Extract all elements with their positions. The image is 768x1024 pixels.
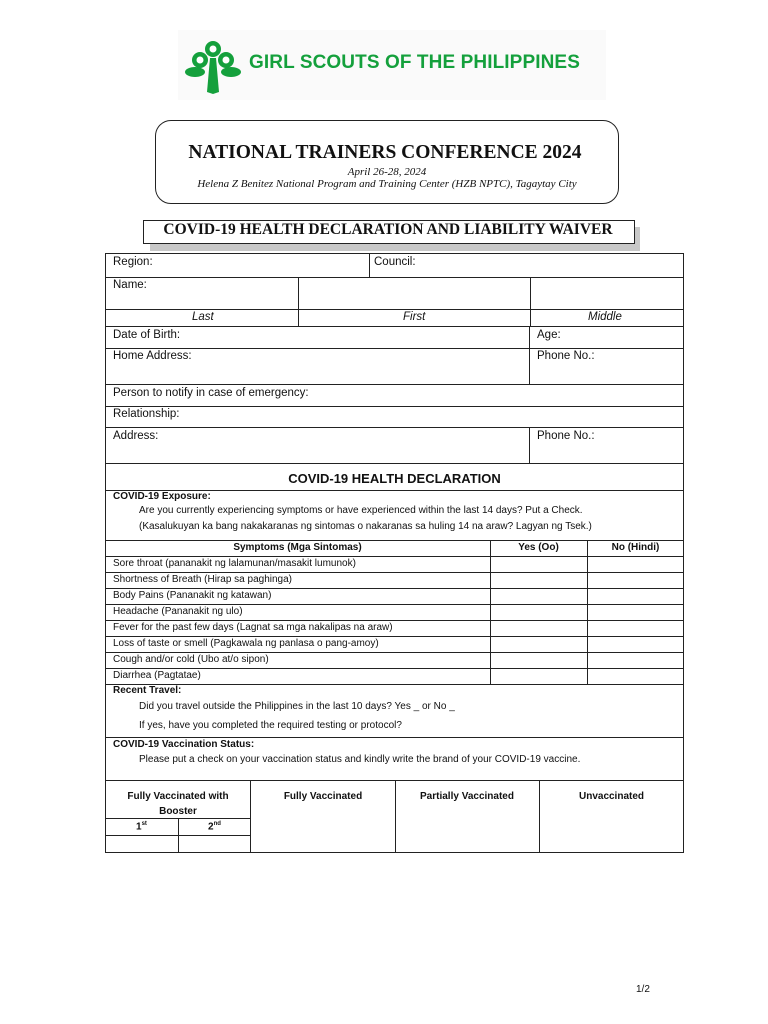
region-label: Region:	[113, 256, 153, 268]
conference-title: NATIONAL TRAINERS CONFERENCE 2024	[188, 142, 582, 163]
emergency-contact-label: Person to notify in case of emergency:	[113, 387, 309, 399]
dob-label: Date of Birth:	[113, 329, 181, 341]
address-label: Address:	[113, 430, 159, 442]
trefoil-logo-icon	[183, 36, 243, 96]
symptoms-column-header: Symptoms (Mga Sintomas)	[233, 542, 362, 553]
vaccination-instruction: Please put a check on your vaccination status and kindly write the brand of your COVID-19 vaccine.	[139, 754, 581, 765]
emergency-phone-label: Phone No.:	[537, 430, 595, 442]
health-section-title: COVID-19 HEALTH DECLARATION	[288, 471, 501, 486]
vax-col-fully: Fully Vaccinated	[283, 791, 363, 802]
booster-dose-2: 2nd	[208, 821, 221, 833]
symptom-row: Shortness of Breath (Hirap sa paghinga)	[113, 574, 292, 585]
symptom-row: Fever for the past few days (Lagnat sa mga nakalipas na araw)	[113, 622, 393, 633]
travel-question-1: Did you travel outside the Philippines in the last 10 days? Yes _ or No _	[139, 701, 455, 712]
no-column-header: No (Hindi)	[611, 542, 660, 553]
first-name-caption: First	[403, 311, 426, 323]
symptom-row: Headache (Pananakit ng ulo)	[113, 606, 243, 617]
symptom-row: Body Pains (Pananakit ng katawan)	[113, 590, 272, 601]
booster-dose-1: 1st	[136, 821, 147, 833]
symptom-row: Diarrhea (Pagtatae)	[113, 670, 201, 681]
age-label: Age:	[537, 329, 561, 341]
travel-label: Recent Travel:	[113, 685, 182, 696]
symptom-row: Loss of taste or smell (Pagkawala ng panlasa o pang-amoy)	[113, 638, 379, 649]
symptom-row: Cough and/or cold (Ubo at/o sipon)	[113, 654, 269, 665]
page-number: 1/2	[636, 984, 650, 995]
vaccination-label: COVID-19 Vaccination Status:	[113, 739, 255, 750]
conference-date: April 26-28, 2024	[347, 166, 427, 178]
relationship-label: Relationship:	[113, 408, 180, 420]
name-label: Name:	[113, 279, 147, 291]
vax-col-unvaccinated: Unvaccinated	[578, 791, 645, 802]
middle-name-caption: Middle	[588, 311, 622, 323]
symptom-row: Sore throat (pananakit ng lalamunan/masakit lumunok)	[113, 558, 356, 569]
exposure-question-fil: (Kasalukuyan ka bang nakakaranas ng sintomas o nakaranas sa huling 14 na araw? Lagyan ng Tsek.)	[139, 521, 592, 532]
form-title: COVID-19 HEALTH DECLARATION AND LIABILITY WAIVER	[163, 221, 613, 238]
conference-venue: Helena Z Benitez National Program and Training Center (HZB NPTC), Tagaytay City	[197, 178, 577, 190]
travel-question-2: If yes, have you completed the required testing or protocol?	[139, 720, 402, 731]
last-name-caption: Last	[192, 311, 214, 323]
exposure-question-en: Are you currently experiencing symptoms or have experienced within the last 14 days? Put a Check.	[139, 505, 583, 516]
phone-label: Phone No.:	[537, 350, 595, 362]
exposure-label: COVID-19 Exposure:	[113, 491, 211, 502]
yes-column-header: Yes (Oo)	[518, 542, 559, 553]
vax-col-booster: Fully Vaccinated with Booster	[127, 791, 229, 817]
council-label: Council:	[374, 256, 416, 268]
vax-col-partially: Partially Vaccinated	[420, 791, 514, 802]
home-address-label: Home Address:	[113, 350, 192, 362]
org-name: GIRL SCOUTS OF THE PHILIPPINES	[249, 52, 580, 73]
